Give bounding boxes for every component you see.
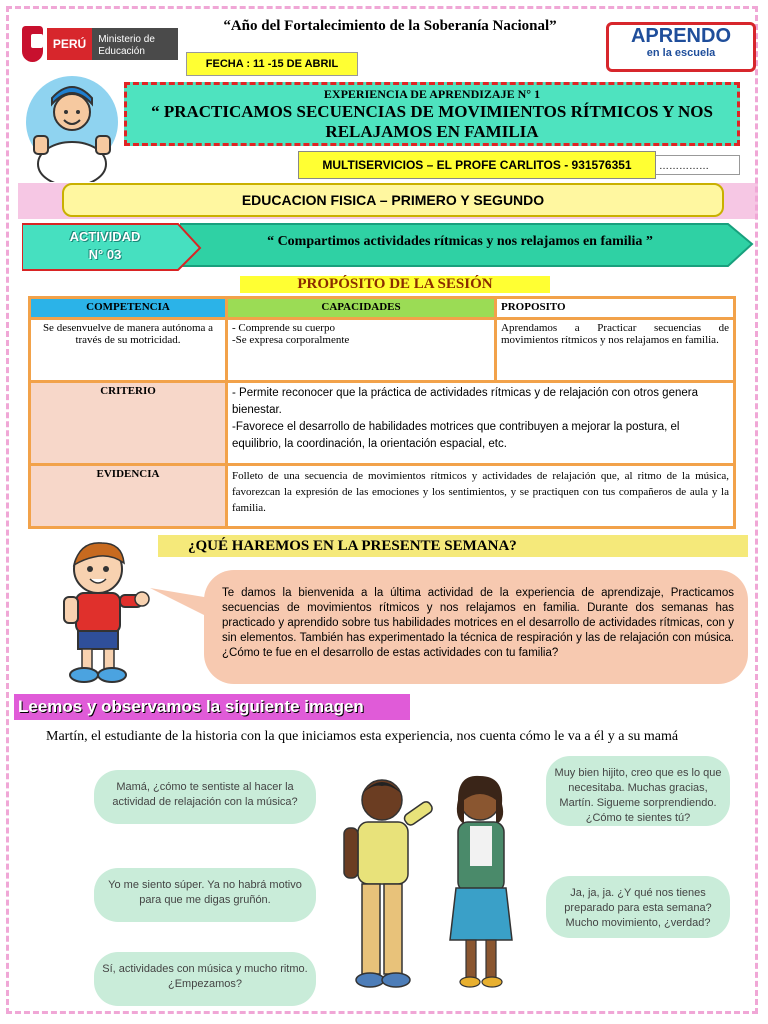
- header-capacidades: CAPACIDADES: [227, 298, 496, 319]
- capacidad-item: -Se expresa corporalmente: [232, 334, 350, 346]
- experience-title: “ PRACTICAMOS SECUENCIAS DE MOVIMIENTOS RÍTMICOS Y NOS RELAJAMOS EN FAMILIA: [151, 102, 713, 141]
- aprendo-subtitle: en la escuela: [646, 47, 716, 59]
- dialog-bubble: Sí, actividades con música y mucho ritmo. ¿Empezamos?: [94, 952, 316, 1006]
- ministerio-label: Ministerio de Educación: [92, 28, 178, 60]
- criterio-item: -Favorece el desarrollo de habilidades motrices que contribuyen a mejorar la postura, el equilibrio, la coordinación, la orientación espacial, etc.: [232, 421, 680, 450]
- criterio-label: CRITERIO: [30, 382, 227, 465]
- experience-number: EXPERIENCIA DE APRENDIZAJE N° 1: [323, 87, 541, 101]
- header-proposito: PROPOSITO: [496, 298, 735, 319]
- week-speech-bubble: Te damos la bienvenida a la última actividad de la experiencia de aprendizaje, Practicamos secuencias de movimientos rítmicos y nos relajamos en familia. Durante dos semanas has practicado y aprendido sobre tus habilidades motrices en el desarrollo de actividades rítmicas, con y sin elementos. También has experimentado la técnica de respiración y las de relajación con música. ¿Cómo te fue en el desarrollo de estas actividades con tu familia?: [204, 570, 748, 684]
- teacher-illustration: [22, 72, 122, 182]
- credits-banner: MULTISERVICIOS – EL PROFE CARLITOS - 931576351: [298, 151, 656, 179]
- activity-title: “ Compartimos actividades rítmicas y nos relajamos en familia ”: [267, 234, 653, 249]
- credits-dots: ……………: [654, 155, 740, 175]
- peru-label: PERÚ: [47, 28, 92, 60]
- header-competencia: COMPETENCIA: [30, 298, 227, 319]
- activity-label-text: ACTIVIDAD: [69, 229, 141, 244]
- martin-and-mother-illustration: [330, 770, 530, 1000]
- evidencia-cell: Folleto de una secuencia de movimientos rítmicos y actividades de relajación que, al ritmo de la música, favorezcan la expresión de las emociones y los sentimientos, y se practiquen con tus compañeros de aula y la familia.: [227, 465, 735, 528]
- area-title: EDUCACION FISICA – PRIMERO Y SEGUNDO: [62, 183, 724, 217]
- activity-label: [30, 228, 180, 264]
- reading-intro: Martín, el estudiante de la historia con la que iniciamos esta experiencia, nos cuenta cómo le va a él y a su mamá: [46, 729, 679, 744]
- aprendo-logo: [606, 22, 756, 72]
- purpose-section-title: PROPÓSITO DE LA SESIÓN: [240, 276, 550, 293]
- date-badge: FECHA : 11 -15 DE ABRIL: [186, 52, 358, 76]
- proposito-cell: Aprendamos a Practicar secuencias de movimientos rítmicos y nos relajamos en familia.: [496, 319, 735, 382]
- peru-shield-icon: [22, 26, 43, 62]
- week-title: ¿QUÉ HAREMOS EN LA PRESENTE SEMANA?: [158, 535, 748, 557]
- minedu-logo: [22, 18, 178, 70]
- dialog-bubble: Ja, ja, ja. ¿Y qué nos tienes preparado para esta semana? Mucho movimiento, ¿verdad?: [546, 876, 730, 938]
- criterio-item: - Permite reconocer que la práctica de actividades rítmicas y de relajación con otros genera bienestar.: [232, 387, 698, 416]
- reading-title: Leemos y observamos la siguiente imagen: [14, 694, 410, 720]
- dialog-bubble: Mamá, ¿cómo te sentiste al hacer la actividad de relajación con la música?: [94, 770, 316, 824]
- aprendo-title: APRENDO: [630, 25, 731, 47]
- capacidades-cell: [227, 319, 496, 382]
- dialog-bubble: Muy bien hijito, creo que es lo que necesitaba. Muchas gracias, Martín. Sigueme sorprendiendo. ¿Cómo te sientes tú?: [546, 756, 730, 826]
- evidencia-label: EVIDENCIA: [30, 465, 227, 528]
- boy-thumbs-up-illustration: [50, 535, 150, 685]
- criterio-cell: [227, 382, 735, 465]
- purpose-table: [28, 296, 736, 529]
- competencia-cell: Se desenvuelve de manera autónoma a través de su motricidad.: [30, 319, 227, 382]
- year-title: “Año del Fortalecimiento de la Soberanía Nacional”: [223, 18, 557, 34]
- activity-number: N° 03: [88, 247, 122, 262]
- speech-tail: [150, 584, 210, 624]
- capacidad-item: - Comprende su cuerpo: [232, 322, 335, 334]
- dialog-bubble: Yo me siento súper. Ya no habrá motivo para que me digas gruñón.: [94, 868, 316, 922]
- experience-box: [124, 82, 740, 146]
